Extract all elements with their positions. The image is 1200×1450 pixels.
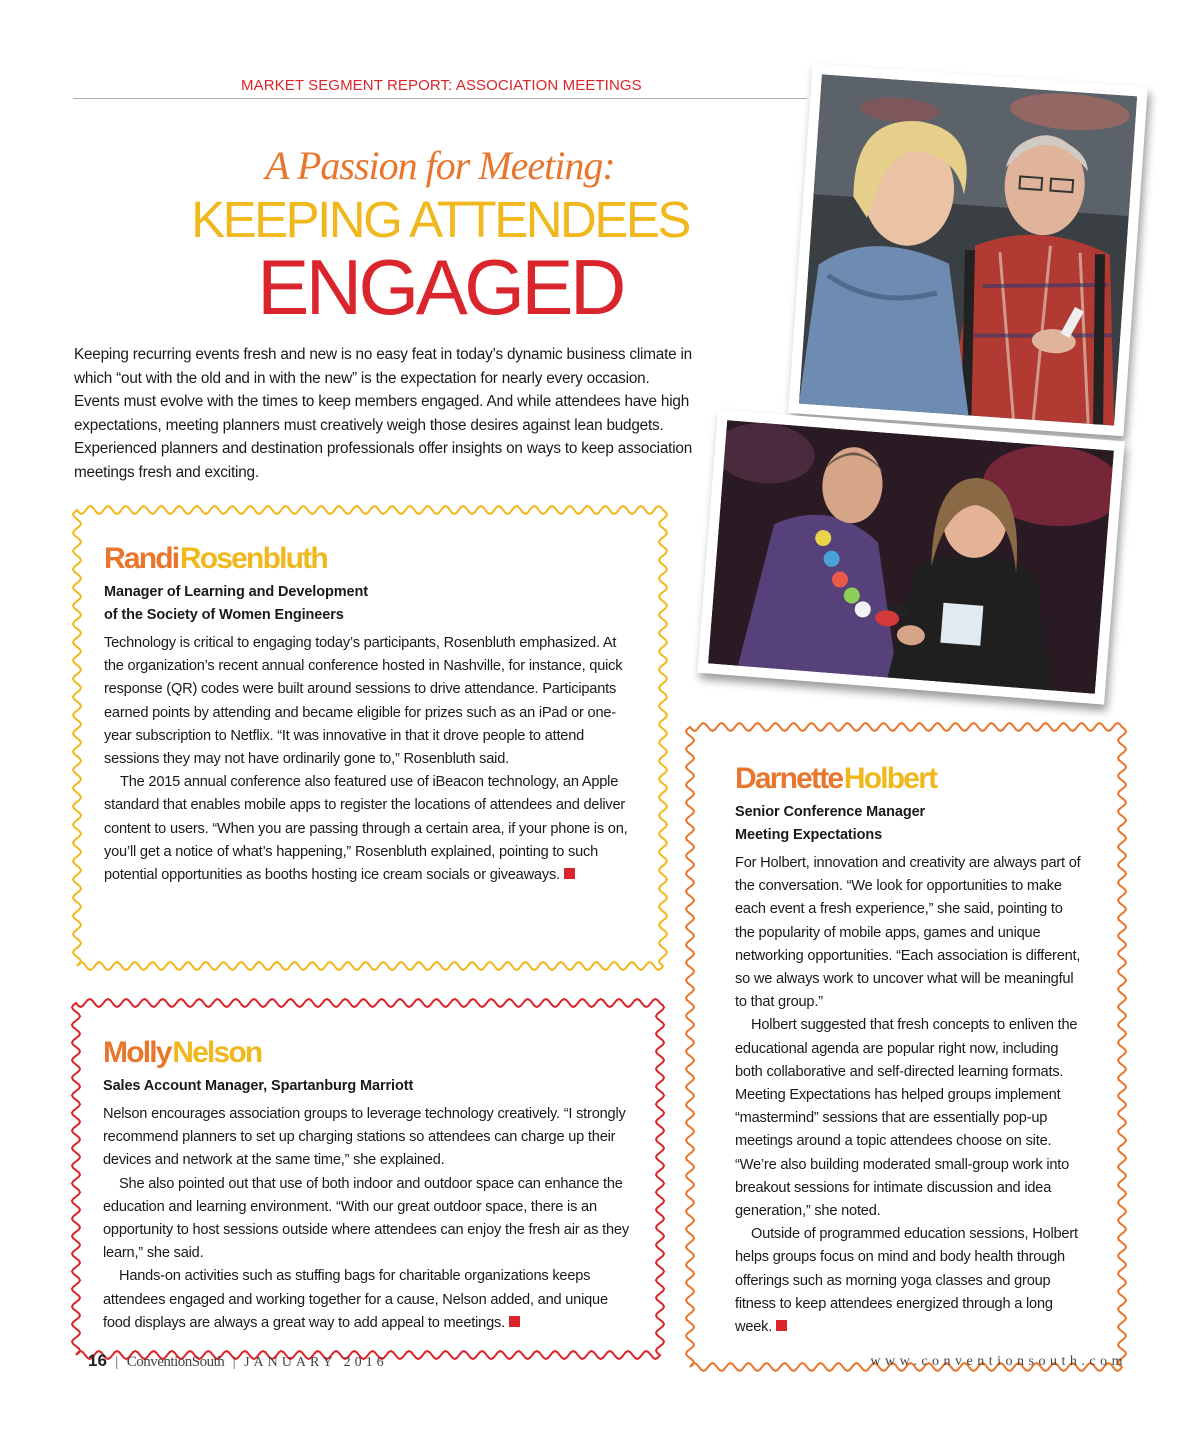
footer-separator: | bbox=[232, 1355, 236, 1370]
first-name: Molly bbox=[103, 1036, 171, 1069]
paragraph-text: Hands-on activities such as stuffing bags for charitable organizations keeps attendees engaged and working together for a cause, Nelson added, and unique food displays are always a great way to add appeal to meetings. bbox=[103, 1268, 608, 1331]
profile-body bbox=[735, 852, 1085, 1339]
last-name: Nelson bbox=[172, 1036, 262, 1069]
paragraph: Technology is critical to engaging today’s participants, Rosenbluth emphasized. At the organization’s recent annual conference hosted in Nashville, for instance, quick response (QR) codes were built around sessions to drive attendance. Participants earned points by attending and became eligible for prizes such as an iPad or one-year subscription to Netflix. “It was innovative in that it drove people to attend sessions they may not have ordinarily gone to,” Rosenbluth said. bbox=[104, 635, 623, 768]
profile-organization: of the Society of Women Engineers bbox=[104, 607, 344, 623]
paragraph bbox=[103, 1265, 633, 1335]
profile-title: Senior Conference Manager bbox=[735, 804, 926, 820]
profile-nelson bbox=[103, 1035, 633, 1335]
paragraph: Holbert suggested that fresh concepts to enliven the educational agenda are popular right now, including both collaborative and self-directed learning formats. Meeting Expectations has helped groups implement “mastermind” sessions that are essentially pop-up meetings around a topic attendees choose on site. “We’re also building moderated small-group work into breakout sessions for intimate discussion and idea generation,” she noted. bbox=[735, 1017, 1078, 1220]
first-name: Darnette bbox=[735, 762, 843, 795]
footer-separator: | bbox=[115, 1355, 119, 1370]
profile-name bbox=[735, 761, 1085, 797]
website-url: www.conventionsouth.com bbox=[870, 1354, 1127, 1369]
profile-body bbox=[103, 1103, 633, 1335]
page-number: 16 bbox=[88, 1351, 107, 1370]
profile-body bbox=[104, 632, 636, 887]
profile-name bbox=[104, 541, 636, 577]
paragraph-text: The 2015 annual conference also featured use of iBeacon technology, an Apple standard that enables mobile apps to register the locations of attendees and deliver content to users. “When you are passing through a certain area, if your phone is on, you’ll get a notice of what’s happening,” Rosenbluth explained, pointing to such potential opportunities as booths hosting ice cream socials or giveaways. bbox=[104, 774, 628, 884]
magazine-name: ConventionSouth bbox=[126, 1354, 225, 1370]
profile-rosenbluth bbox=[104, 541, 636, 887]
profile-title: Manager of Learning and Development bbox=[104, 584, 368, 600]
section-label: MARKET SEGMENT REPORT: ASSOCIATION MEETINGS bbox=[241, 77, 642, 94]
profile-holbert bbox=[735, 761, 1085, 1339]
profile-title: Sales Account Manager, Spartanburg Marriott bbox=[103, 1078, 414, 1094]
headline-line-1: KEEPING ATTENDEES bbox=[191, 191, 689, 248]
intro-paragraph: Keeping recurring events fresh and new is no easy feat in today’s dynamic business climate in which “out with the old and in with the new” is the expectation for nearly every occasion. Events must evolve with the times to keep members engaged. And while attendees have high expectations, meeting planners must creatively weigh those desires against lean budgets. Experienced planners and destination professionals offer insights on ways to keep association meetings fresh and exciting. bbox=[74, 346, 693, 481]
profile-organization: Meeting Expectations bbox=[735, 827, 883, 843]
end-mark-icon bbox=[509, 1316, 520, 1327]
issue-date: JANUARY 2016 bbox=[244, 1355, 388, 1370]
headline-line-2: ENGAGED bbox=[257, 243, 623, 331]
last-name: Rosenbluth bbox=[179, 542, 327, 575]
paragraph-text: Outside of programmed education sessions, Holbert helps groups focus on mind and body health through offerings such as morning yoga classes and group fitness to keep attendees energized through a long week. bbox=[735, 1226, 1078, 1336]
end-mark-icon bbox=[564, 868, 575, 879]
end-mark-icon bbox=[776, 1320, 787, 1331]
first-name: Randi bbox=[104, 542, 179, 575]
last-name: Holbert bbox=[843, 762, 937, 795]
profile-name bbox=[103, 1035, 633, 1071]
headline-kicker: A Passion for Meeting: bbox=[265, 143, 615, 188]
paragraph bbox=[104, 771, 636, 887]
paragraph: For Holbert, innovation and creativity are always part of the conversation. “We look for opportunities to make each event a fresh experience,” she said, pointing to the popularity of mobile apps, games and unique networking opportunities. “Each association is different, so we always work to uncover what will be meaningful to that group.” bbox=[735, 855, 1081, 1011]
paragraph: She also pointed out that use of both indoor and outdoor space can enhance the education and learning environment. “With our great outdoor space, there is an opportunity to host sessions outside where attendees can enjoy the fresh air as they learn,” she said. bbox=[103, 1175, 629, 1262]
paragraph: Nelson encourages association groups to leverage technology creatively. “I strongly recommend planners to set up charging stations so attendees can charge up their devices and network at the same time,” she explained. bbox=[103, 1106, 626, 1169]
paragraph bbox=[735, 1223, 1085, 1339]
footer-left bbox=[88, 1351, 388, 1371]
